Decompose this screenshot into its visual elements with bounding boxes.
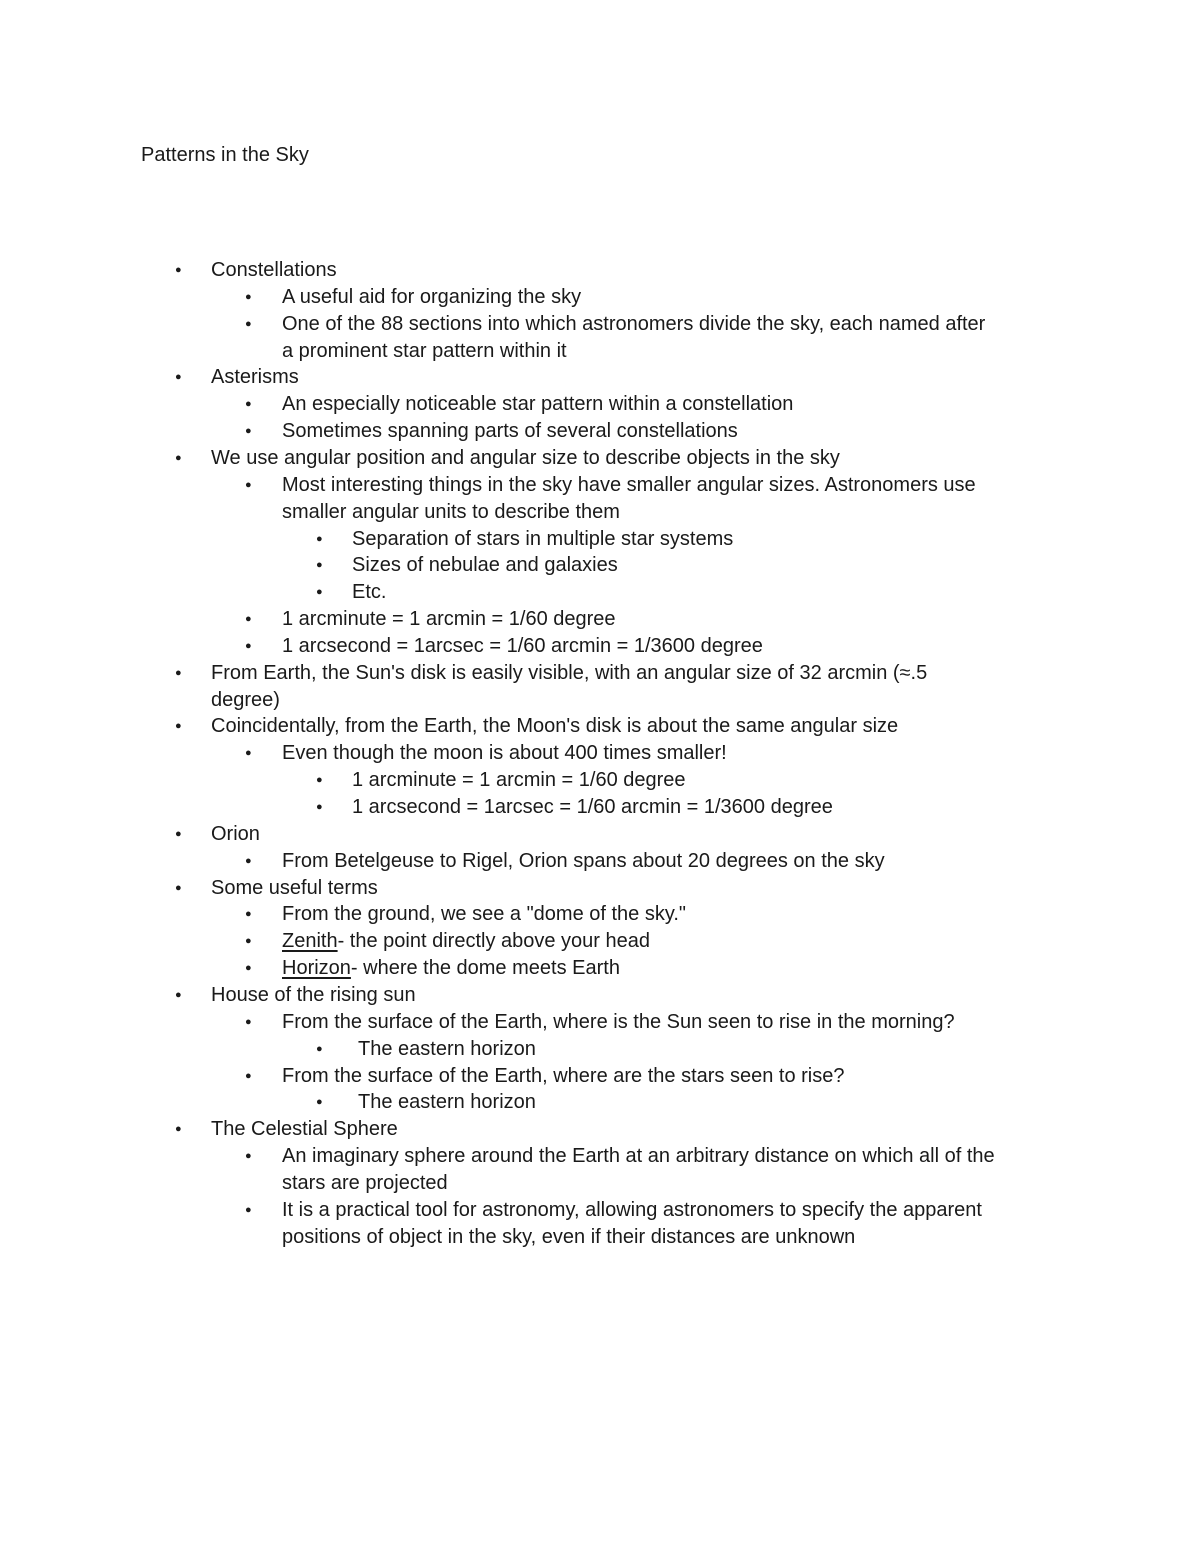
list-item-text: 1 arcminute = 1 arcmin = 1/60 degree — [352, 769, 686, 791]
bullet-icon: ● — [316, 801, 323, 813]
bullet-icon: ● — [245, 908, 252, 920]
list-item-text: From Betelgeuse to Rigel, Orion spans about 20 degrees on the sky — [282, 850, 885, 872]
bullet-icon: ● — [245, 479, 252, 491]
bullet-icon: ● — [175, 371, 182, 383]
list-item-text: smaller angular units to describe them — [282, 501, 620, 523]
bullet-icon: ● — [175, 882, 182, 894]
list-item-text: Most interesting things in the sky have smaller angular sizes. Astronomers use — [282, 474, 976, 496]
list-item-text: From Earth, the Sun's disk is easily visible, with an angular size of 32 arcmin (≈.5 — [211, 662, 928, 684]
bullet-icon: ● — [316, 1043, 323, 1055]
bullet-icon: ● — [245, 613, 252, 625]
bullet-icon: ● — [245, 962, 252, 974]
bullet-icon: ● — [245, 935, 252, 947]
bullet-icon: ● — [175, 720, 182, 732]
list-item-text: The Celestial Sphere — [211, 1118, 398, 1140]
bullet-icon: ● — [316, 559, 323, 571]
list-item-text: 1 arcsecond = 1arcsec = 1/60 arcmin = 1/3600 degree — [282, 635, 763, 657]
term-definition: - the point directly above your head — [337, 930, 651, 952]
list-item-text: A useful aid for organizing the sky — [282, 286, 582, 308]
bullet-icon: ● — [245, 1016, 252, 1028]
bullet-icon: ● — [245, 398, 252, 410]
list-item-text: An especially noticeable star pattern within a constellation — [282, 393, 794, 415]
term-label: Horizon — [282, 957, 351, 979]
bullet-icon: ● — [316, 774, 323, 786]
bullet-icon: ● — [245, 1070, 252, 1082]
list-item-text: We use angular position and angular size to describe objects in the sky — [211, 447, 840, 469]
list-item-text: Coincidentally, from the Earth, the Moon's disk is about the same angular size — [211, 715, 899, 737]
bullet-icon: ● — [316, 533, 323, 545]
bullet-icon: ● — [245, 747, 252, 759]
list-item-text: House of the rising sun — [211, 984, 416, 1006]
list-item-text: 1 arcminute = 1 arcmin = 1/60 degree — [282, 608, 616, 630]
bullet-icon: ● — [175, 264, 182, 276]
list-item-text: degree) — [211, 689, 280, 711]
list-item-text: Separation of stars in multiple star systems — [352, 528, 734, 550]
page-title: Patterns in the Sky — [141, 144, 309, 166]
list-item-text: One of the 88 sections into which astronomers divide the sky, each named after — [282, 313, 986, 335]
list-item-text: From the ground, we see a "dome of the sky." — [282, 903, 687, 925]
bullet-icon: ● — [175, 667, 182, 679]
list-item-text: positions of object in the sky, even if their distances are unknown — [282, 1226, 856, 1248]
bullet-icon: ● — [245, 855, 252, 867]
bullet-icon: ● — [316, 586, 323, 598]
list-item-text: From the surface of the Earth, where are the stars seen to rise? — [282, 1065, 845, 1087]
term-definition: - where the dome meets Earth — [350, 957, 620, 979]
bullet-icon: ● — [175, 828, 182, 840]
list-item-text: Constellations — [211, 259, 337, 281]
bullet-icon: ● — [175, 452, 182, 464]
bullet-icon: ● — [175, 989, 182, 1001]
bullet-icon: ● — [245, 1204, 252, 1216]
list-item-text: An imaginary sphere around the Earth at an arbitrary distance on which all of the — [282, 1145, 995, 1167]
list-item-text: Sometimes spanning parts of several constellations — [282, 420, 738, 442]
list-item-text — [282, 955, 620, 981]
list-item-text: Some useful terms — [211, 877, 378, 899]
list-item-text — [282, 928, 650, 954]
bullet-icon: ● — [245, 291, 252, 303]
bullet-icon: ● — [245, 425, 252, 437]
list-item-text: From the surface of the Earth, where is the Sun seen to rise in the morning? — [282, 1011, 955, 1033]
list-item-text: The eastern horizon — [358, 1038, 536, 1060]
bullet-icon: ● — [245, 318, 252, 330]
list-item-text: 1 arcsecond = 1arcsec = 1/60 arcmin = 1/3600 degree — [352, 796, 833, 818]
list-item-text: Asterisms — [211, 366, 299, 388]
list-item-text: Etc. — [352, 581, 387, 603]
bullet-icon: ● — [316, 1096, 323, 1108]
list-item-text: The eastern horizon — [358, 1091, 536, 1113]
list-item-text: a prominent star pattern within it — [282, 340, 567, 362]
list-item-text: Sizes of nebulae and galaxies — [352, 554, 618, 576]
bullet-icon: ● — [245, 1150, 252, 1162]
list-item-text: Orion — [211, 823, 260, 845]
list-item-text: It is a practical tool for astronomy, allowing astronomers to specify the apparent — [282, 1199, 982, 1221]
bullet-icon: ● — [175, 1123, 182, 1135]
term-label: Zenith — [282, 930, 338, 952]
list-item-text: stars are projected — [282, 1172, 448, 1194]
bullet-icon: ● — [245, 640, 252, 652]
list-item-text: Even though the moon is about 400 times smaller! — [282, 742, 727, 764]
